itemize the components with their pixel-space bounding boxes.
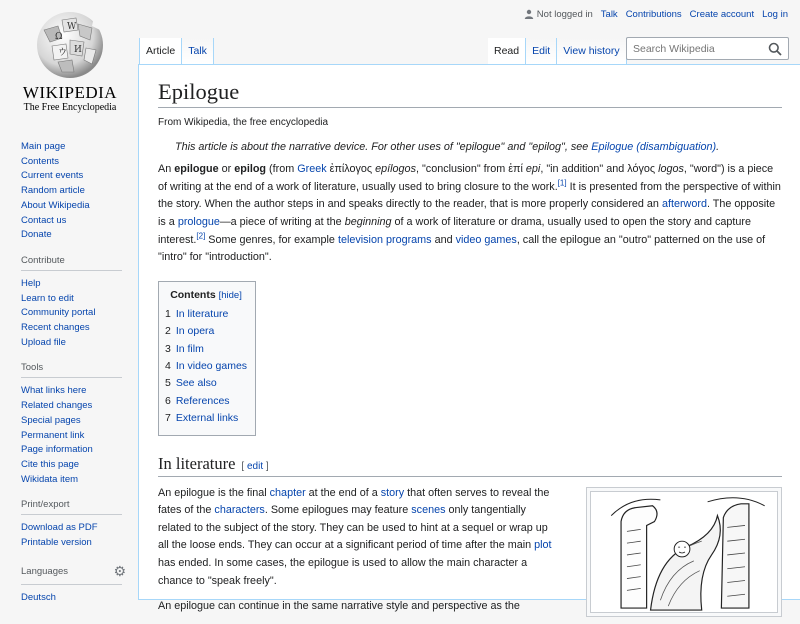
intro-text: , call the epilogue an "outro" patterned on the use of "intro" for "introduction".	[158, 233, 766, 264]
view-tabs	[488, 38, 627, 64]
user-icon	[524, 9, 534, 19]
toc-item-number: 2	[165, 325, 171, 338]
svg-text:ウ: ウ	[58, 48, 68, 58]
video-games-link[interactable]: video games	[455, 233, 517, 246]
sidebar-item-current-events[interactable]: Current events	[21, 170, 84, 182]
tab-article[interactable]: Article	[139, 38, 182, 64]
illustration	[590, 491, 778, 613]
sidebar-heading-tools: Tools	[21, 362, 122, 378]
tab-talk[interactable]: Talk	[182, 38, 214, 64]
wikipedia-globe-icon	[34, 8, 106, 80]
sidebar-languages-header	[21, 562, 126, 585]
hatnote-end: .	[716, 141, 720, 154]
sidebar-item-donate[interactable]: Donate	[21, 229, 52, 241]
intro-text: An	[158, 163, 175, 176]
tab-view-history[interactable]: View history	[557, 38, 626, 64]
wikipedia-tagline: The Free Encyclopedia	[23, 102, 117, 113]
personal-tools	[524, 9, 788, 20]
page-title: Epilogue	[158, 78, 782, 108]
intro-text: It is presented from the perspective of within the story. When the author steps in and speaks directly to the reader, that is more properly considered an	[158, 180, 781, 211]
emphasis: beginning	[344, 215, 392, 228]
sidebar-item-special-pages[interactable]: Special pages	[21, 414, 81, 426]
table-of-contents	[158, 281, 256, 436]
literature-text	[158, 485, 558, 624]
sidebar-item-contact-us[interactable]: Contact us	[21, 214, 67, 226]
scenes-link[interactable]: scenes	[411, 504, 446, 517]
intro-text: , "word") is a piece of writing at the end of a work of literature, usually used to bring closure to the work.	[158, 163, 774, 193]
reference-2[interactable]: [2]	[196, 230, 206, 240]
toc-item-label: In opera	[175, 325, 215, 338]
section-title: In literature	[158, 453, 236, 473]
section-edit	[241, 461, 268, 472]
intro-text: (from	[266, 163, 298, 176]
transliteration: epílogos	[375, 163, 416, 176]
body-text: has ended. In some cases, the epilogue is used to allow the main character a chance to "speak freely".	[158, 556, 528, 587]
body-text: An epilogue is the final	[158, 486, 270, 499]
edit-section-link[interactable]: edit	[246, 460, 264, 472]
body-text: that often serves to reveal the fates of the	[158, 486, 550, 517]
toc-item-label: References	[175, 394, 230, 407]
body-text: . Some epilogues may feature	[264, 504, 412, 517]
sidebar-heading-languages: Languages	[21, 565, 69, 577]
toc-item[interactable]	[165, 395, 230, 407]
sidebar-item-learn-to-edit[interactable]: Learn to edit	[21, 292, 74, 304]
svg-text:Ω: Ω	[55, 32, 63, 42]
log-in-link[interactable]: Log in	[762, 9, 788, 20]
toc-item-number: 6	[165, 394, 171, 407]
story-link[interactable]: story	[380, 486, 405, 499]
sidebar-item-about-wikipedia[interactable]: About Wikipedia	[21, 199, 90, 211]
afterword-link[interactable]: afterword	[661, 198, 707, 211]
search-box	[626, 37, 789, 60]
sidebar-item-download-pdf[interactable]: Download as PDF	[21, 522, 98, 534]
body-text: at the end of a	[305, 486, 381, 499]
intro-text: of a work of literature or drama, usually used to open the story and capture interest.	[158, 215, 752, 246]
toc-item-number: 5	[165, 377, 171, 390]
sidebar-languages	[0, 563, 138, 606]
search-icon[interactable]	[768, 42, 782, 56]
greek-link[interactable]: Greek	[297, 163, 327, 176]
sidebar-print-export	[0, 499, 138, 550]
intro-text: , "in addition" and λόγος	[540, 163, 659, 176]
hatnote	[158, 141, 782, 153]
sidebar-heading-print-export: Print/export	[21, 499, 122, 515]
term-epilogue: epilogue	[174, 163, 219, 176]
literature-paragraph-2: An epilogue can continue in the same narrative style and perspective as the	[158, 600, 520, 613]
toc-item-number: 1	[165, 307, 171, 320]
contributions-link[interactable]: Contributions	[625, 9, 682, 20]
sidebar-tools	[0, 362, 138, 487]
personal-talk-link[interactable]: Talk	[600, 9, 618, 20]
search-input[interactable]	[633, 43, 763, 55]
tab-edit[interactable]: Edit	[526, 38, 557, 64]
sidebar-item-contents[interactable]: Contents	[21, 155, 60, 167]
hatnote-text: This article is about the narrative device. For other uses of "epilogue" and "epilog", see	[175, 141, 592, 154]
intro-text: , "conclusion" from ἐπί	[415, 163, 526, 176]
wikipedia-logo[interactable]	[14, 8, 126, 123]
toc-item[interactable]	[165, 412, 238, 424]
toc-item-number: 4	[165, 359, 171, 372]
sidebar-item-what-links-here[interactable]: What links here	[21, 385, 87, 397]
plot-link[interactable]: plot	[534, 539, 552, 552]
svg-text:И: И	[74, 45, 82, 55]
literature-paragraph	[158, 485, 558, 591]
sidebar-item-community-portal[interactable]: Community portal	[21, 307, 96, 319]
sidebar-item-permanent-link[interactable]: Permanent link	[21, 429, 85, 441]
thumbnail-image[interactable]	[586, 487, 782, 617]
sidebar-item-related-changes[interactable]: Related changes	[21, 400, 93, 412]
sidebar-item-main-page[interactable]: Main page	[21, 141, 66, 152]
sidebar-contribute	[0, 255, 138, 351]
intro-text: Some genres, for example	[205, 233, 338, 246]
characters-link[interactable]: characters	[214, 504, 265, 517]
reference-1[interactable]: [1]	[557, 178, 567, 188]
sidebar-item-wikidata-item[interactable]: Wikidata item	[21, 473, 79, 485]
toc-title: Contents	[170, 288, 216, 301]
transliteration: logos	[658, 163, 684, 176]
sidebar-item-page-information[interactable]: Page information	[21, 444, 93, 456]
literature-section	[158, 485, 782, 624]
create-account-link[interactable]: Create account	[689, 9, 755, 20]
sidebar-heading-contribute: Contribute	[21, 255, 122, 271]
toc-item[interactable]	[165, 343, 204, 355]
toc-item[interactable]	[165, 360, 247, 372]
intro-text: . The opposite is a	[158, 198, 776, 228]
toc-hide-toggle[interactable]: [hide]	[218, 289, 242, 301]
not-logged-in	[524, 9, 593, 20]
disambiguation-link[interactable]: Epilogue (disambiguation)	[591, 141, 717, 154]
transliteration: epi	[525, 163, 541, 176]
edit-bracket: ]	[263, 460, 269, 472]
intro-text: ἐπίλογος	[326, 163, 376, 176]
intro-text: —a piece of writing at the	[219, 215, 345, 228]
intro-paragraph	[158, 161, 782, 267]
toc-item-label: External links	[175, 412, 239, 425]
tab-read[interactable]: Read	[488, 38, 526, 64]
not-logged-in-text: Not logged in	[536, 9, 593, 20]
gear-icon[interactable]: ⚙	[113, 562, 126, 579]
sidebar-navigation	[0, 140, 138, 243]
intro-text: or	[218, 163, 235, 176]
svg-text:W: W	[67, 22, 77, 32]
toc-item-label: In video games	[175, 359, 248, 372]
toc-header	[165, 289, 247, 301]
site-subtitle: From Wikipedia, the free encyclopedia	[158, 117, 329, 129]
wikipedia-wordmark: WIKIPEDIA	[22, 83, 118, 102]
sidebar-item-recent-changes[interactable]: Recent changes	[21, 322, 90, 334]
article-content	[138, 64, 800, 613]
chapter-link[interactable]: chapter	[269, 486, 306, 499]
edit-bracket: [	[241, 460, 247, 472]
intro-text: and	[431, 233, 456, 246]
sidebar	[0, 140, 138, 617]
toc-item[interactable]	[165, 308, 228, 320]
toc-item[interactable]	[165, 377, 217, 389]
toc-item-number: 3	[165, 342, 171, 355]
sidebar-item-printable-version[interactable]: Printable version	[21, 537, 92, 549]
section-heading-literature	[158, 454, 782, 477]
toc-item[interactable]	[165, 325, 214, 337]
sidebar-item-help[interactable]: Help	[21, 277, 41, 289]
toc-item-number: 7	[165, 412, 171, 425]
toc-item-label: See also	[175, 377, 217, 390]
sidebar-item-cite-this-page[interactable]: Cite this page	[21, 458, 80, 470]
television-programs-link[interactable]: television programs	[337, 233, 432, 246]
sidebar-item-random-article[interactable]: Random article	[21, 185, 85, 197]
namespace-tabs	[139, 38, 214, 64]
sidebar-item-language-deutsch[interactable]: Deutsch	[21, 591, 56, 603]
term-epilog: epilog	[234, 163, 267, 176]
prologue-link[interactable]: prologue	[177, 215, 220, 228]
engraving-illustration-icon	[591, 492, 777, 612]
sidebar-item-upload-file[interactable]: Upload file	[21, 336, 66, 348]
body-text: only tangentially related to the subject of the story. They can be used to hint at a sequel or wrap up all the loose ends. They can occur at a significant period of time after the main	[158, 504, 548, 552]
toc-item-label: In film	[175, 342, 204, 355]
toc-item-label: In literature	[175, 307, 229, 320]
